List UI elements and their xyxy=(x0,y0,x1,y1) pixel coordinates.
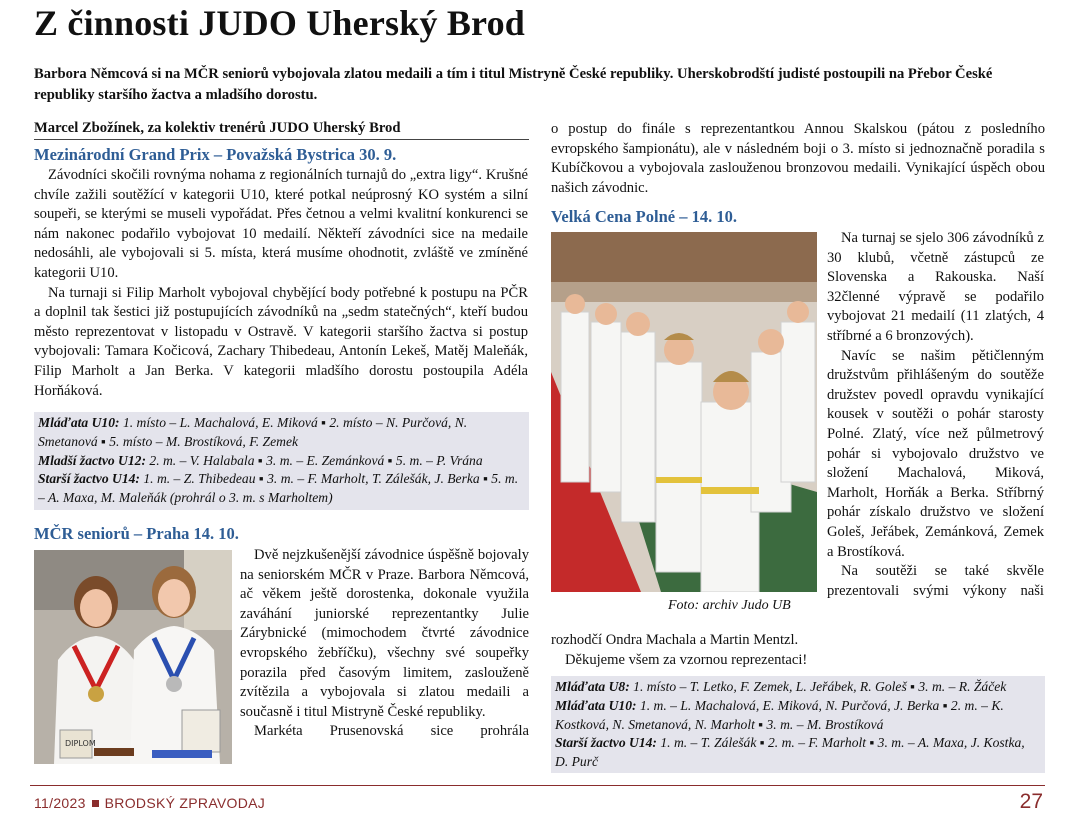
section-heading-polna: Velká Cena Polné – 14. 10. xyxy=(551,207,737,226)
results-box-grand-prix xyxy=(34,412,529,510)
paragraph: Na soutěži se také skvěle prezentovali svými výkony naši xyxy=(827,563,1044,599)
footer-magazine: BRODSKÝ ZPRAVODAJ xyxy=(104,795,266,811)
page-number: 27 xyxy=(1019,790,1043,813)
section-body-mcr xyxy=(240,546,529,742)
paragraph: Markéta Prusenovská sice prohrála xyxy=(254,723,529,740)
result-line: Starší žactvo U14: 1. m. – Z. Thibedeau ▪ 3. m. – F. Marholt, T. Zálešák, J. Berka ▪ 5. m. – A. Maxa, M. Maleňák (prohrál o 3. m. s Marholtem) xyxy=(38,471,519,506)
section-body-polna xyxy=(827,229,1044,601)
section-body-polna-end xyxy=(551,631,1045,670)
paragraph: Na turnaj se sjelo 306 závodníků z 30 klubů, včetně zástupců ze Slovenska a Rakouska. Naší 32členné výpravě se podařilo vybojovat 21 medailí (11 zlatých, 4 stříbrné a 6 bronzových). xyxy=(827,230,1044,344)
lead-paragraph: Barbora Němcová si na MČR seniorů vybojovala zlatou medaili a tím i titul Mistryně České republiky. Uherskobrodští judisté postoupili na Přebor České republiky staršího žactva a mladšího dorostu. xyxy=(34,66,993,103)
paragraph: Navíc se našim pětičlenným družstvům přihlášeným do soutěže družstev povedl opravdu vynikající kousek v soutěži o pohár starosty Polné. Zlatý, více než půlmetrový pohár si vybojovalo družstvo ve složení Machalová, Miková, Marholt, Horňák a Berka. Stříbrný pohár získalo družstvo ve složení Goleš, Jeřábek, Zemánková, Zemek a Brostíková. xyxy=(827,347,1044,560)
paragraph: Dvě nejzkušenější závodnice úspěšně bojovaly na seniorském MČR v Praze. Barbora Němcová, ač věkem ještě dorostenka, dokonale využila zaváhání juniorské reprezentantky Julie Zárybnické (mimochodem čtvrté závodnice evropského žebříčku), všechny své soupeřky porazila před časovým limitem, zaslouženě zvítězila a vybojovala si zlatou medaili a současně i titul Mistryně České republiky. xyxy=(240,547,529,720)
paragraph: Na turnaji si Filip Marholt vybojoval chybějící body potřebné k postupu na PČR a doplnil tak šestici již postupujících závodníků na „sedm statečných“, kteří budou město reprezentovat v listopadu v Ostravě. V kategorii staršího žactva si postup vybojovali: Tamara Kočicová, Zachary Thibedeau, Antonín Lekeš, Matěj Maleňák, Filip Marholt a Jan Berka. V kategorii mladšího dorostu postoupila Adéla Horňáková. xyxy=(34,284,528,399)
section-heading-mcr: MČR seniorů – Praha 14. 10. xyxy=(34,524,239,543)
photo-medalists-drawing xyxy=(34,550,232,764)
page-title: Z činnosti JUDO Uherský Brod xyxy=(34,3,526,43)
result-line: Mláďata U10: 1. místo – L. Machalová, E. Miková ▪ 2. místo – N. Purčová, N. Smetanová ▪ 5. místo – M. Brostíková, F. Zemek xyxy=(38,415,468,449)
result-line: Starší žactvo U14: 1. m. – T. Zálešák ▪ 2. m. – F. Marholt ▪ 3. m. – A. Maxa, J. Kostka, D. Purč xyxy=(555,735,1025,770)
diploma-text: DIPLOM xyxy=(65,739,96,748)
section-body-grand-prix xyxy=(34,166,528,401)
paragraph: Děkujeme všem za vzornou reprezentaci! xyxy=(565,651,808,668)
square-bullet-icon xyxy=(92,800,99,807)
footer-issue: 11/2023 xyxy=(34,795,86,811)
paragraph: o postup do finále s reprezentantkou Annou Skalskou (pátou z posledního evropského šampionátu), ale v následném boji o 3. místo si jednoznačně poradila s Kubíčkovou a vybojovala zaslouženou bronzovou medaili. Vynikající úspěch obou našich závodnic. xyxy=(551,121,1045,196)
photo-judo-team-drawing xyxy=(551,232,817,592)
result-line: Mláďata U10: 1. m. – L. Machalová, E. Miková, N. Purčová, J. Berka ▪ 2. m. – K. Kostková, N. Smetanová, N. Marholt ▪ 3. m. – M. Brostíková xyxy=(555,697,1004,732)
footer xyxy=(34,795,265,811)
footer-divider xyxy=(30,785,1045,786)
photo-medalists xyxy=(34,550,232,764)
result-line: Mláďata U8: 1. místo – T. Letko, F. Zemek, L. Jeřábek, R. Goleš ▪ 3. m. – R. Žáček xyxy=(555,679,1007,694)
section-heading-grand-prix: Mezinárodní Grand Prix – Považská Bystrica 30. 9. xyxy=(34,145,397,164)
section-body-mcr-continued xyxy=(551,120,1045,198)
photo-caption: Foto: archiv Judo UB xyxy=(668,598,791,613)
result-line: Mladší žactvo U12: 2. m. – V. Halabala ▪ 3. m. – E. Zemánková ▪ 5. m. – P. Vrána xyxy=(38,452,483,468)
paragraph: rozhodčí Ondra Machala a Martin Mentzl. xyxy=(551,632,799,648)
photo-judo-team xyxy=(551,232,817,592)
paragraph: Závodníci skočili rovnýma nohama z regionálních turnajů do „extra ligy“. Krušné chvíle zažili soutěžící v kategorii U10, které potkal neúprosný KO systém a silní soupeři, se kterými se museli vypořádat. Přes četnou a velmi kvalitní konkurenci se nám nakonec podařilo vybojovat 10 medailí. Někteří závodníci sice na medaile nedosáhli, ale vybojovali si 5. místa, která musíme ohodnotit, zvláště ve zmíněné kategorii U10. xyxy=(34,167,528,281)
results-box-polna xyxy=(551,676,1045,773)
byline: Marcel Zbožínek, za kolektiv trenérů JUDO Uherský Brod xyxy=(34,120,529,140)
